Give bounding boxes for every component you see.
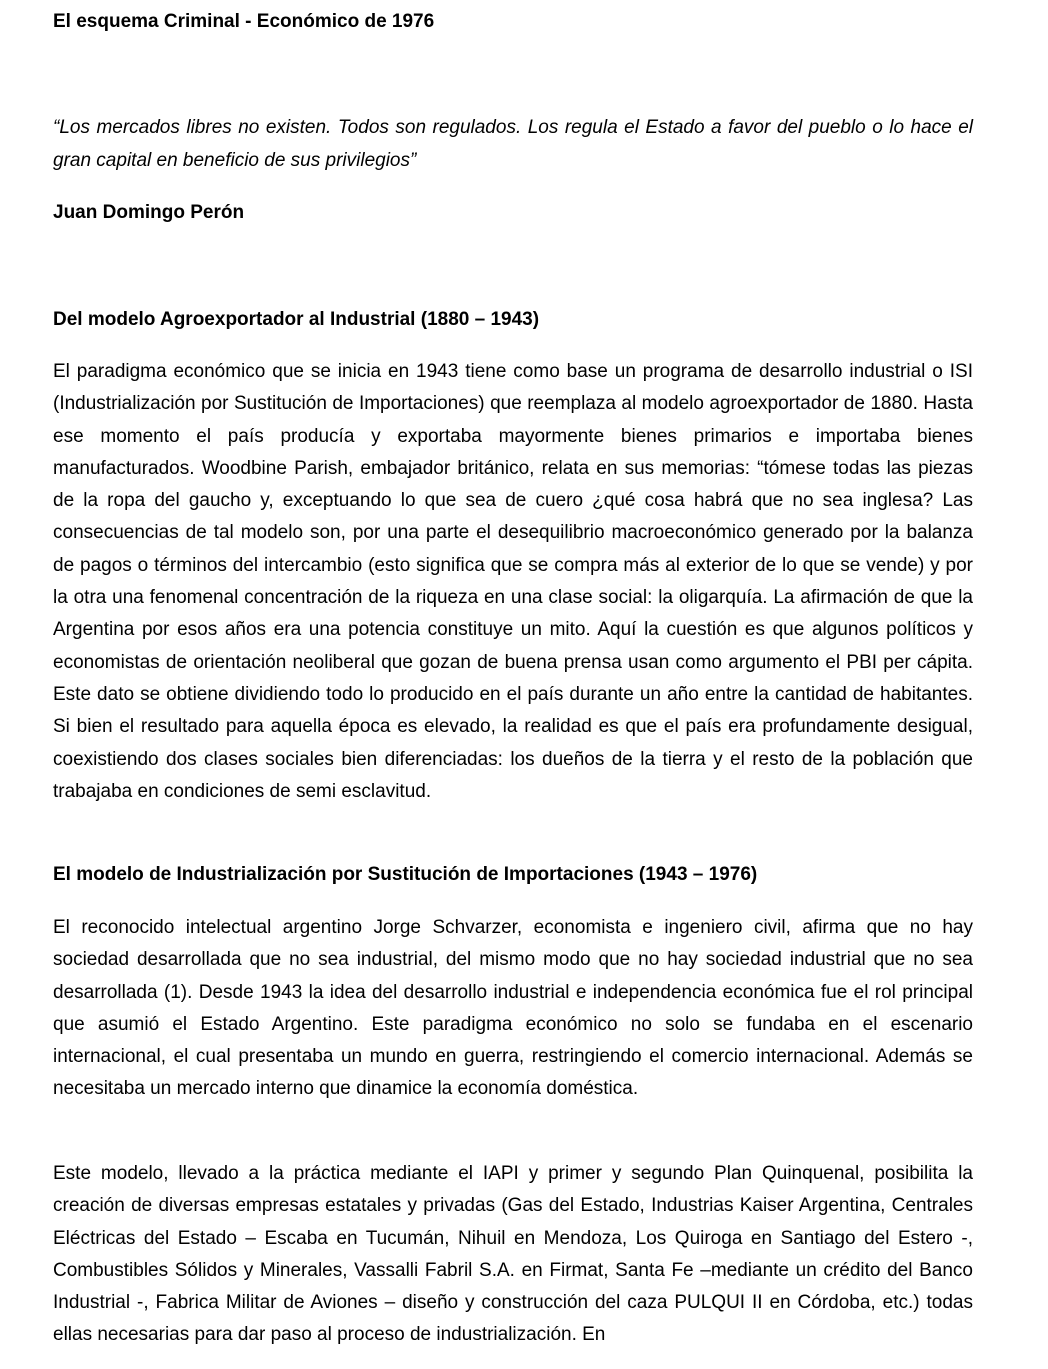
epigraph-quote: “Los mercados libres no existen. Todos son regulados. Los regula el Estado a favor del pueblo o lo hace el gran capital en beneficio de sus privilegios” — [53, 117, 973, 171]
section-heading-agroexportador: Del modelo Agroexportador al Industrial (1880 – 1943) — [53, 309, 540, 330]
paragraph-agroexportador: El paradigma económico que se inicia en 1943 tiene como base un programa de desarrollo industrial o ISI (Industrialización por Sustitución de Importaciones) que reemplaza al modelo agroexportador de 1880. Hasta ese momento el país producía y exportaba mayormente bienes primarios e importaba bienes manufacturados. Woodbine Parish, embajador británico, relata en sus memorias: “tómese todas las piezas de la ropa del gaucho y, exceptuando lo que sea de cuero ¿qué cosa habrá que no sea inglesa? Las consecuencias de tal modelo son, por una parte el desequilibrio macroeconómico generado por la balanza de pagos o términos del intercambio (esto significa que se compra más al exterior de lo que se vende) y por la otra una fenomenal concentración de la riqueza en una clase social: la oligarquía. La afirmación de que la Argentina por esos años era una potencia constituye un mito. Aquí la cuestión es que algunos políticos y economistas de orientación neoliberal que gozan de buena prensa usan como argumento el PBI per cápita. Este dato se obtiene dividiendo todo lo producido en el país durante un año entre la cantidad de habitantes. Si bien el resultado para aquella época es elevado, la realidad es que el país era profundamente desigual, coexistiendo dos clases sociales bien diferenciadas: los dueños de la tierra y el resto de la población que trabajaba en condiciones de semi esclavitud. — [53, 361, 973, 802]
epigraph-author: Juan Domingo Perón — [53, 202, 245, 223]
document-title: El esquema Criminal - Económico de 1976 — [53, 11, 435, 32]
section-heading-isi: El modelo de Industrialización por Sustitución de Importaciones (1943 – 1976) — [53, 864, 758, 885]
paragraph-isi-1: El reconocido intelectual argentino Jorge Schvarzer, economista e ingeniero civil, afirma que no hay sociedad desarrollada que no sea industrial, del mismo modo que no hay sociedad industrial que no sea desarrollada (1). Desde 1943 la idea del desarrollo industrial e independencia económica fue el rol principal que asumió el Estado Argentino. Este paradigma económico no solo se fundaba en el escenario internacional, el cual presentaba un mundo en guerra, restringiendo el comercio internacional. Además se necesitaba un mercado interno que dinamice la economía doméstica. — [53, 917, 973, 1100]
paragraph-isi-2: Este modelo, llevado a la práctica mediante el IAPI y primer y segundo Plan Quinquenal, posibilita la creación de diversas empresas estatales y privadas (Gas del Estado, Industrias Kaiser Argentina, Centrales Eléctricas del Estado – Escaba en Tucumán, Nihuil en Mendoza, Los Quiroga en Santiago del Estero -, Combustibles Sólidos y Minerales, Vassalli Fabril S.A. en Firmat, Santa Fe –mediante un crédito del Banco Industrial -, Fabrica Militar de Aviones – diseño y construcción del caza PULQUI II en Córdoba, etc.) todas ellas necesarias para dar paso al proceso de industrialización. En — [53, 1163, 973, 1346]
